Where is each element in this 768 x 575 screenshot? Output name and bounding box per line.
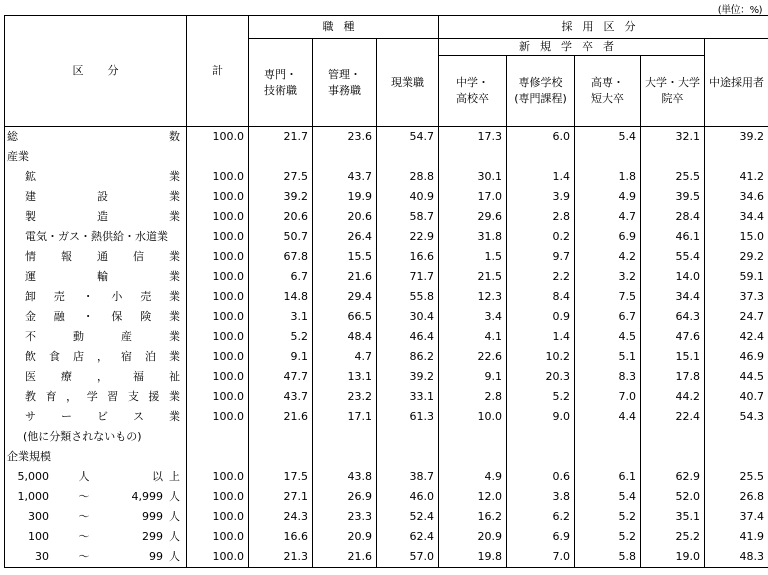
value-cell: 100.0 xyxy=(187,287,249,307)
value-cell: 100.0 xyxy=(187,327,249,347)
value-cell: 10.0 xyxy=(439,407,507,427)
value-cell: 5.4 xyxy=(575,127,641,148)
value-cell: 37.4 xyxy=(705,507,768,527)
row-label: 飲 食 店 ， 宿 泊 業 xyxy=(5,347,187,367)
value-cell: 26.8 xyxy=(705,487,768,507)
value-cell: 20.9 xyxy=(313,527,377,547)
value-cell xyxy=(313,447,377,467)
row-label: 運 輸 業 xyxy=(5,267,187,287)
value-cell xyxy=(641,427,705,447)
value-cell: 15.5 xyxy=(313,247,377,267)
table-row xyxy=(5,367,768,387)
value-cell: 19.0 xyxy=(641,547,705,568)
value-cell: 17.0 xyxy=(439,187,507,207)
value-cell xyxy=(377,427,439,447)
value-cell: 17.3 xyxy=(439,127,507,148)
value-cell xyxy=(439,447,507,467)
value-cell: 3.8 xyxy=(507,487,575,507)
value-cell: 5.2 xyxy=(575,507,641,527)
value-cell: 55.4 xyxy=(641,247,705,267)
row-label: (他に分類されないもの) xyxy=(5,427,187,447)
value-cell: 5.1 xyxy=(575,347,641,367)
value-cell: 39.2 xyxy=(705,127,768,148)
row-label: 情 報 通 信 業 xyxy=(5,247,187,267)
value-cell xyxy=(187,447,249,467)
value-cell xyxy=(575,427,641,447)
value-cell: 6.9 xyxy=(575,227,641,247)
value-cell: 100.0 xyxy=(187,307,249,327)
value-cell: 2.8 xyxy=(439,387,507,407)
value-cell xyxy=(377,147,439,167)
value-cell: 43.7 xyxy=(249,387,313,407)
value-cell: 1.8 xyxy=(575,167,641,187)
value-cell: 16.6 xyxy=(377,247,439,267)
header-saiyo-kubun: 採用区分 xyxy=(439,16,768,39)
value-cell: 6.0 xyxy=(507,127,575,148)
value-cell: 4.9 xyxy=(575,187,641,207)
value-cell xyxy=(705,427,768,447)
value-cell: 5.2 xyxy=(575,527,641,547)
value-cell: 100.0 xyxy=(187,347,249,367)
value-cell: 34.6 xyxy=(705,187,768,207)
value-cell: 52.0 xyxy=(641,487,705,507)
row-label: 5,000 人 以 上 xyxy=(5,467,187,487)
value-cell: 66.5 xyxy=(313,307,377,327)
value-cell xyxy=(439,147,507,167)
value-cell: 54.7 xyxy=(377,127,439,148)
value-cell: 37.3 xyxy=(705,287,768,307)
value-cell: 33.1 xyxy=(377,387,439,407)
value-cell: 29.6 xyxy=(439,207,507,227)
value-cell: 100.0 xyxy=(187,187,249,207)
header-senmon: 専門・ 技術職 xyxy=(249,39,313,127)
value-cell: 0.2 xyxy=(507,227,575,247)
value-cell: 10.2 xyxy=(507,347,575,367)
value-cell xyxy=(641,147,705,167)
value-cell: 47.7 xyxy=(249,367,313,387)
value-cell: 15.1 xyxy=(641,347,705,367)
value-cell: 27.5 xyxy=(249,167,313,187)
value-cell: 14.0 xyxy=(641,267,705,287)
value-cell: 9.1 xyxy=(439,367,507,387)
table-body xyxy=(5,127,768,568)
value-cell: 0.6 xyxy=(507,467,575,487)
value-cell: 39.2 xyxy=(377,367,439,387)
value-cell: 16.6 xyxy=(249,527,313,547)
value-cell: 13.1 xyxy=(313,367,377,387)
value-cell: 32.1 xyxy=(641,127,705,148)
value-cell: 59.1 xyxy=(705,267,768,287)
header-chuto: 中途採用者 xyxy=(705,39,768,127)
value-cell xyxy=(377,447,439,467)
value-cell: 46.1 xyxy=(641,227,705,247)
row-label: 1,000 ～ 4,999 人 xyxy=(5,487,187,507)
table-row xyxy=(5,267,768,287)
value-cell xyxy=(313,427,377,447)
value-cell: 16.2 xyxy=(439,507,507,527)
value-cell: 9.1 xyxy=(249,347,313,367)
value-cell: 3.1 xyxy=(249,307,313,327)
header-daigaku: 大学・大学 院卒 xyxy=(641,56,705,127)
value-cell: 67.8 xyxy=(249,247,313,267)
value-cell: 61.3 xyxy=(377,407,439,427)
value-cell: 26.4 xyxy=(313,227,377,247)
table-row xyxy=(5,187,768,207)
table-row xyxy=(5,207,768,227)
value-cell xyxy=(249,147,313,167)
value-cell: 4.7 xyxy=(313,347,377,367)
value-cell: 5.2 xyxy=(249,327,313,347)
value-cell: 28.8 xyxy=(377,167,439,187)
value-cell: 62.4 xyxy=(377,527,439,547)
value-cell xyxy=(439,427,507,447)
value-cell: 41.2 xyxy=(705,167,768,187)
value-cell: 21.5 xyxy=(439,267,507,287)
value-cell: 1.4 xyxy=(507,167,575,187)
value-cell: 64.3 xyxy=(641,307,705,327)
value-cell: 34.4 xyxy=(641,287,705,307)
value-cell: 14.8 xyxy=(249,287,313,307)
value-cell: 71.7 xyxy=(377,267,439,287)
value-cell: 35.1 xyxy=(641,507,705,527)
row-label: 不 動 産 業 xyxy=(5,327,187,347)
value-cell: 17.8 xyxy=(641,367,705,387)
value-cell: 8.4 xyxy=(507,287,575,307)
value-cell: 6.9 xyxy=(507,527,575,547)
value-cell: 100.0 xyxy=(187,507,249,527)
value-cell: 6.1 xyxy=(575,467,641,487)
table-row xyxy=(5,407,768,427)
value-cell: 4.1 xyxy=(439,327,507,347)
value-cell: 4.7 xyxy=(575,207,641,227)
value-cell: 7.0 xyxy=(575,387,641,407)
value-cell: 58.7 xyxy=(377,207,439,227)
value-cell xyxy=(507,427,575,447)
value-cell: 48.4 xyxy=(313,327,377,347)
value-cell: 4.9 xyxy=(439,467,507,487)
value-cell: 47.6 xyxy=(641,327,705,347)
value-cell: 100.0 xyxy=(187,407,249,427)
value-cell: 3.9 xyxy=(507,187,575,207)
value-cell: 42.4 xyxy=(705,327,768,347)
value-cell: 21.6 xyxy=(313,547,377,568)
value-cell: 8.3 xyxy=(575,367,641,387)
value-cell: 1.5 xyxy=(439,247,507,267)
value-cell: 22.6 xyxy=(439,347,507,367)
value-cell: 43.7 xyxy=(313,167,377,187)
value-cell: 7.0 xyxy=(507,547,575,568)
value-cell: 29.4 xyxy=(313,287,377,307)
header-kubun: 区分 xyxy=(5,16,187,127)
value-cell: 5.4 xyxy=(575,487,641,507)
header-kanri: 管理・ 事務職 xyxy=(313,39,377,127)
table-row xyxy=(5,547,768,568)
value-cell: 46.4 xyxy=(377,327,439,347)
value-cell: 21.6 xyxy=(249,407,313,427)
value-cell: 48.3 xyxy=(705,547,768,568)
value-cell: 9.7 xyxy=(507,247,575,267)
value-cell: 17.5 xyxy=(249,467,313,487)
table-row xyxy=(5,467,768,487)
value-cell xyxy=(575,447,641,467)
value-cell: 25.5 xyxy=(705,467,768,487)
value-cell: 24.7 xyxy=(705,307,768,327)
header-shokushu: 職種 xyxy=(249,16,439,39)
table-row xyxy=(5,447,768,467)
value-cell: 41.9 xyxy=(705,527,768,547)
value-cell: 54.3 xyxy=(705,407,768,427)
value-cell: 100.0 xyxy=(187,387,249,407)
value-cell xyxy=(705,447,768,467)
value-cell: 22.9 xyxy=(377,227,439,247)
value-cell: 23.2 xyxy=(313,387,377,407)
value-cell: 0.9 xyxy=(507,307,575,327)
table-row xyxy=(5,307,768,327)
value-cell: 100.0 xyxy=(187,167,249,187)
value-cell: 5.8 xyxy=(575,547,641,568)
value-cell xyxy=(249,447,313,467)
value-cell: 52.4 xyxy=(377,507,439,527)
row-label: 100 ～ 299 人 xyxy=(5,527,187,547)
value-cell: 1.4 xyxy=(507,327,575,347)
value-cell xyxy=(641,447,705,467)
value-cell: 19.8 xyxy=(439,547,507,568)
value-cell: 12.0 xyxy=(439,487,507,507)
row-label: 企業規模 xyxy=(5,447,187,467)
value-cell: 40.9 xyxy=(377,187,439,207)
value-cell: 40.7 xyxy=(705,387,768,407)
value-cell: 100.0 xyxy=(187,227,249,247)
row-label: 教 育 ， 学 習 支 援 業 xyxy=(5,387,187,407)
value-cell xyxy=(507,447,575,467)
value-cell: 2.2 xyxy=(507,267,575,287)
value-cell: 20.6 xyxy=(313,207,377,227)
header-chugaku: 中学・ 高校卒 xyxy=(439,56,507,127)
value-cell: 100.0 xyxy=(187,547,249,568)
value-cell: 50.7 xyxy=(249,227,313,247)
value-cell: 9.0 xyxy=(507,407,575,427)
value-cell: 21.7 xyxy=(249,127,313,148)
row-label: 産業 xyxy=(5,147,187,167)
value-cell xyxy=(705,147,768,167)
table-row xyxy=(5,287,768,307)
value-cell: 25.2 xyxy=(641,527,705,547)
value-cell: 29.2 xyxy=(705,247,768,267)
value-cell: 19.9 xyxy=(313,187,377,207)
value-cell: 23.6 xyxy=(313,127,377,148)
table-row xyxy=(5,167,768,187)
value-cell: 46.9 xyxy=(705,347,768,367)
value-cell xyxy=(575,147,641,167)
value-cell: 24.3 xyxy=(249,507,313,527)
value-cell: 44.2 xyxy=(641,387,705,407)
row-label: 300 ～ 999 人 xyxy=(5,507,187,527)
table-row xyxy=(5,507,768,527)
value-cell xyxy=(187,427,249,447)
value-cell: 4.4 xyxy=(575,407,641,427)
value-cell: 100.0 xyxy=(187,527,249,547)
value-cell: 22.4 xyxy=(641,407,705,427)
value-cell: 28.4 xyxy=(641,207,705,227)
value-cell: 7.5 xyxy=(575,287,641,307)
value-cell: 62.9 xyxy=(641,467,705,487)
row-label: 建 設 業 xyxy=(5,187,187,207)
value-cell: 4.5 xyxy=(575,327,641,347)
value-cell: 30.4 xyxy=(377,307,439,327)
value-cell: 44.5 xyxy=(705,367,768,387)
value-cell: 34.4 xyxy=(705,207,768,227)
row-label: 総 数 xyxy=(5,127,187,148)
value-cell: 2.8 xyxy=(507,207,575,227)
row-label: 鉱 業 xyxy=(5,167,187,187)
value-cell: 55.8 xyxy=(377,287,439,307)
value-cell: 21.6 xyxy=(313,267,377,287)
value-cell: 100.0 xyxy=(187,367,249,387)
value-cell: 20.6 xyxy=(249,207,313,227)
value-cell: 38.7 xyxy=(377,467,439,487)
table-row xyxy=(5,147,768,167)
value-cell: 6.7 xyxy=(249,267,313,287)
unit-label: (単位：%) xyxy=(717,5,762,16)
value-cell: 6.7 xyxy=(575,307,641,327)
value-cell: 6.2 xyxy=(507,507,575,527)
table-row xyxy=(5,347,768,367)
value-cell: 30.1 xyxy=(439,167,507,187)
value-cell: 15.0 xyxy=(705,227,768,247)
table-row xyxy=(5,247,768,267)
table-row xyxy=(5,387,768,407)
value-cell: 100.0 xyxy=(187,267,249,287)
value-cell xyxy=(187,147,249,167)
table-row xyxy=(5,427,768,447)
row-label: 卸 売 ・ 小 売 業 xyxy=(5,287,187,307)
value-cell: 31.8 xyxy=(439,227,507,247)
value-cell: 12.3 xyxy=(439,287,507,307)
table-row xyxy=(5,327,768,347)
header-total: 計 xyxy=(187,16,249,127)
value-cell: 5.2 xyxy=(507,387,575,407)
row-label: 電気・ガス・熱供給・水道業 xyxy=(5,227,187,247)
recruitment-table xyxy=(4,15,768,568)
value-cell: 17.1 xyxy=(313,407,377,427)
value-cell xyxy=(507,147,575,167)
table-row xyxy=(5,127,768,148)
value-cell: 3.4 xyxy=(439,307,507,327)
value-cell xyxy=(249,427,313,447)
value-cell: 100.0 xyxy=(187,487,249,507)
value-cell: 43.8 xyxy=(313,467,377,487)
value-cell: 26.9 xyxy=(313,487,377,507)
header-senshu: 専修学校 (専門課程) xyxy=(507,56,575,127)
value-cell: 100.0 xyxy=(187,467,249,487)
header-kosen: 高専・ 短大卒 xyxy=(575,56,641,127)
row-label: 製 造 業 xyxy=(5,207,187,227)
row-label: 医 療 ， 福 祉 xyxy=(5,367,187,387)
header-genba: 現業職 xyxy=(377,39,439,127)
value-cell: 39.5 xyxy=(641,187,705,207)
value-cell: 20.3 xyxy=(507,367,575,387)
value-cell: 23.3 xyxy=(313,507,377,527)
row-label: 30 ～ 99 人 xyxy=(5,547,187,568)
value-cell xyxy=(313,147,377,167)
row-label: 金 融 ・ 保 険 業 xyxy=(5,307,187,327)
value-cell: 46.0 xyxy=(377,487,439,507)
header-shinki: 新規学卒者 xyxy=(439,39,705,56)
value-cell: 21.3 xyxy=(249,547,313,568)
value-cell: 27.1 xyxy=(249,487,313,507)
table-row xyxy=(5,527,768,547)
value-cell: 25.5 xyxy=(641,167,705,187)
table-row xyxy=(5,487,768,507)
table-row xyxy=(5,227,768,247)
value-cell: 20.9 xyxy=(439,527,507,547)
value-cell: 100.0 xyxy=(187,207,249,227)
value-cell: 100.0 xyxy=(187,247,249,267)
value-cell: 3.2 xyxy=(575,267,641,287)
value-cell: 57.0 xyxy=(377,547,439,568)
value-cell: 86.2 xyxy=(377,347,439,367)
value-cell: 39.2 xyxy=(249,187,313,207)
value-cell: 100.0 xyxy=(187,127,249,148)
row-label: サ ー ビ ス 業 xyxy=(5,407,187,427)
value-cell: 4.2 xyxy=(575,247,641,267)
